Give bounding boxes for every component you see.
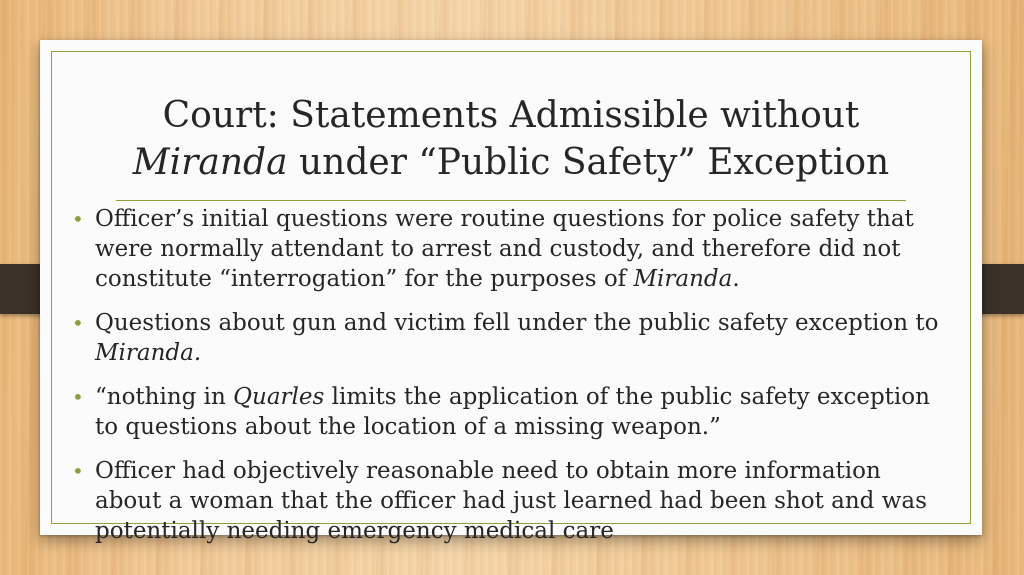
slide-card — [40, 40, 982, 544]
bullet-item — [72, 204, 952, 294]
bullet-text: Questions about gun and victim fell under the public safety exception to — [95, 310, 939, 336]
title-italic-word: Miranda — [132, 142, 288, 183]
bullet-text-end: limits the application of the public safety exception to questions about the location of a missing weapon.” — [95, 384, 930, 440]
bullet-text: Officer’s initial questions were routine questions for police safety that were normally attendant to arrest and custody, and therefore did not constitute “interrogation” for the purposes of — [95, 206, 914, 292]
bullet-text: Officer had objectively reasonable need to obtain more information about a woman that the officer had just learned had been shot and was potentially needing emergency medical care — [95, 458, 927, 544]
bullet-icon: • — [72, 385, 84, 409]
bullet-icon: • — [72, 459, 84, 483]
title-line-1: Court: Statements Admissible without — [162, 95, 860, 136]
title-line-2 — [40, 139, 982, 186]
bullet-item — [72, 382, 952, 442]
bullet-item — [72, 456, 952, 546]
bullet-icon: • — [72, 207, 84, 231]
bullet-italic: Quarles — [233, 384, 325, 410]
title-divider — [116, 200, 906, 201]
bullet-text: “nothing in — [95, 384, 234, 410]
bullet-italic: Miranda. — [95, 340, 202, 366]
bullet-italic: Miranda — [633, 266, 733, 292]
bullet-icon: • — [72, 311, 84, 335]
bullet-item — [72, 308, 952, 368]
slide-title — [40, 92, 982, 186]
title-line-2-rest: under “Public Safety” Exception — [287, 142, 890, 183]
bullet-list — [72, 204, 952, 560]
bullet-text-end: . — [732, 266, 740, 292]
